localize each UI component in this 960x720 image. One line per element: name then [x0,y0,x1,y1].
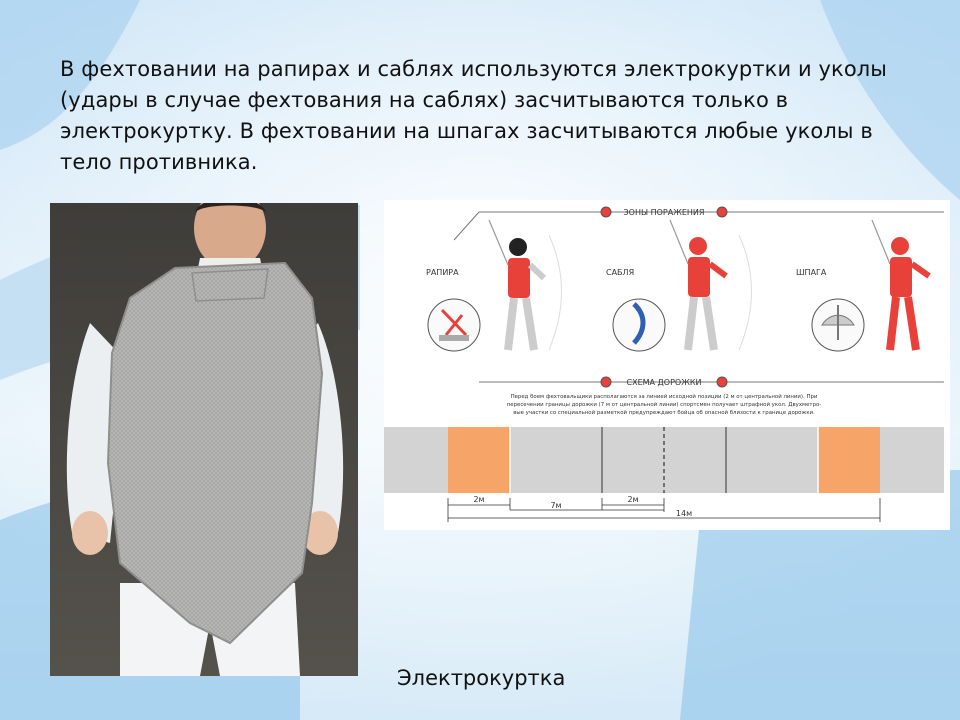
image-caption: Электрокуртка [397,666,566,690]
slide-paragraph [60,54,920,178]
piste-marker-right [717,377,727,387]
dimension-label: 7м [550,501,562,510]
weapon-label-epee: ШПАГА [796,268,827,277]
paragraph-line: (удары в случае фехтования на саблях) засчитываются только в [60,88,789,112]
piste-description-line: Перед боем фехтовальщики располагаются за линией исходной позиции (2 м от центральной линии). При [510,394,818,400]
warning-zone-left [448,427,510,493]
fencing-jacket-photo [50,203,358,676]
piste-title: СХЕМА ДОРОЖКИ [626,378,702,387]
piste-description-line: пересечении границы дорожки (7 м от центральной линии) спортсмен получает штрафной укол. Двухметро- [506,402,822,408]
dimension-label: 2м [473,495,485,504]
fencing-zones-diagram [384,200,950,530]
paragraph-line: тело противника. [60,150,258,174]
dimension-label: 14м [675,509,693,518]
weapon-label-foil: РАПИРА [426,268,459,277]
zones-marker-left [601,207,611,217]
paragraph-line: В фехтовании на рапирах и саблях используются электрокуртки и уколы [60,57,887,81]
fencer-illustration [50,203,358,676]
zones-marker-right [717,207,727,217]
piste-marker-left [601,377,611,387]
fencer-epee-figure [872,220,929,350]
zones-title: ЗОНЫ ПОРАЖЕНИЯ [623,208,705,217]
fencer-foil-figure [489,220,544,350]
piste-description-line: вые участки со специальной разметкой предупреждают бойца об опасной близости к границе дорожки. [513,410,815,416]
paragraph-line: электрокуртку. В фехтовании на шпагах засчитываются любые уколы в [60,119,873,143]
fencer-sabre-figure [670,220,726,350]
weapon-label-sabre: САБЛЯ [606,268,635,277]
diagram-graphic [384,200,950,530]
dimension-label: 2м [627,495,639,504]
warning-zone-right [818,427,880,493]
